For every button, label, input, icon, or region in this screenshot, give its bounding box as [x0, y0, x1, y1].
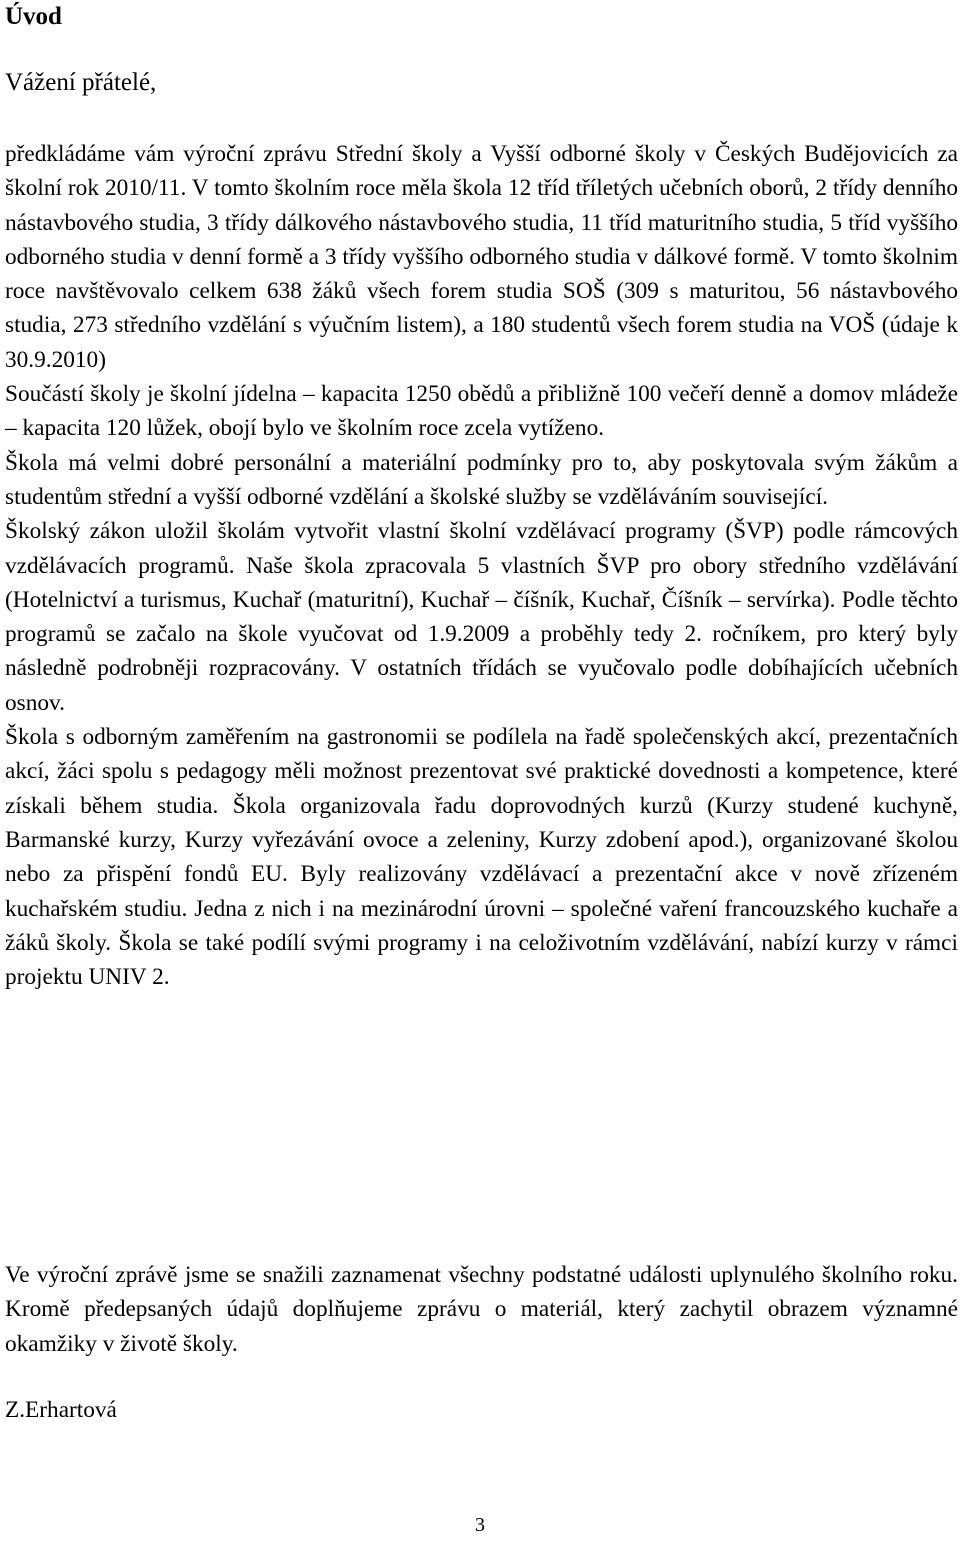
paragraph-activities: Škola s odborným zaměřením na gastronomii se podílela na řadě společenských akcí, prezentačních akcí, žáci spolu s pedagogy měli možnost prezentovat své praktické dovednosti a kompetence, které získali během studia. Škola organizovala řadu doprovodných kurzů (Kurzy studené kuchyně, Barmanské kurzy, Kurzy vyřezávání ovoce a zeleniny, Kurzy zdobení apod.), organizované školou nebo za přispění fondů EU. Byly realizovány vzdělávací a prezentační akce v nově zřízeném kuchařském studiu. Jedna z nich i na mezinárodní úrovni – společné vaření francouzského kuchaře a žáků školy. Škola se také podílí svými programy i na celoživotním vzdělávání, nabízí kurzy v rámci projektu UNIV 2. [5, 724, 958, 991]
page-title: Úvod [5, 3, 62, 30]
paragraph-intro: předkládáme vám výroční zprávu Střední školy a Vyšší odborné školy v Českých Budějovicích za školní rok 2010/11. V tomto školním roce měla škola 12 tříd tříletých učebních oborů, 2 třídy denního nástavbového studia, 3 třídy dálkového nástavbového studia, 11 tříd maturitního studia, 5 tříd vyššího odborného studia v denní formě a 3 třídy vyššího odborného studia v dálkové formě. V tomto školnim roce navštěvovalo celkem 638 žáků všech forem studia SOŠ (309 s maturitou, 56 nástavbového studia, 273 středního vzdělání s výučním listem), a 180 studentů všech forem studia na VOŠ (údaje k 30.9.2010) [5, 141, 958, 373]
greeting: Vážení přátelé, [5, 69, 157, 96]
signature: Z.Erhartová [5, 1397, 117, 1423]
paragraph-conditions: Škola má velmi dobré personální a materiální podmínky pro to, aby poskytovala svým žákům a studentům střední a vyšší odborné vzdělání a školské služby se vzděláváním související. [5, 449, 958, 510]
paragraph-closing: Ve výroční zprávě jsme se snažili zaznamenat všechny podstatné události uplynulého školního roku. Kromě předepsaných údajů doplňujeme zprávu o materiál, který zachytil obrazem významné okamžiky v životě školy. [5, 1262, 958, 1357]
body-text [5, 137, 958, 994]
paragraph-programs: Školský zákon uložil školám vytvořit vlastní školní vzdělávací programy (ŠVP) podle rámcových vzdělávacích programů. Naše škola zpracovala 5 vlastních ŠVP pro obory středního vzdělávání (Hotelnictví a turismus, Kuchař (maturitní), Kuchař – číšník, Kuchař, Číšník – servírka). Podle těchto programů se začalo na škole vyučovat od 1.9.2009 a proběhly tedy 2. ročníkem, pro který byly následně podrobněji rozpracovány. V ostatních třídách se vyučovalo podle dobíhajících učebních osnov. [5, 518, 958, 716]
paragraph-canteen: Součástí školy je školní jídelna – kapacita 1250 obědů a přibližně 100 večeří denně a domov mládeže – kapacita 120 lůžek, obojí bylo ve školním roce zcela vytíženo. [5, 381, 958, 442]
page-number: 3 [475, 1514, 485, 1536]
